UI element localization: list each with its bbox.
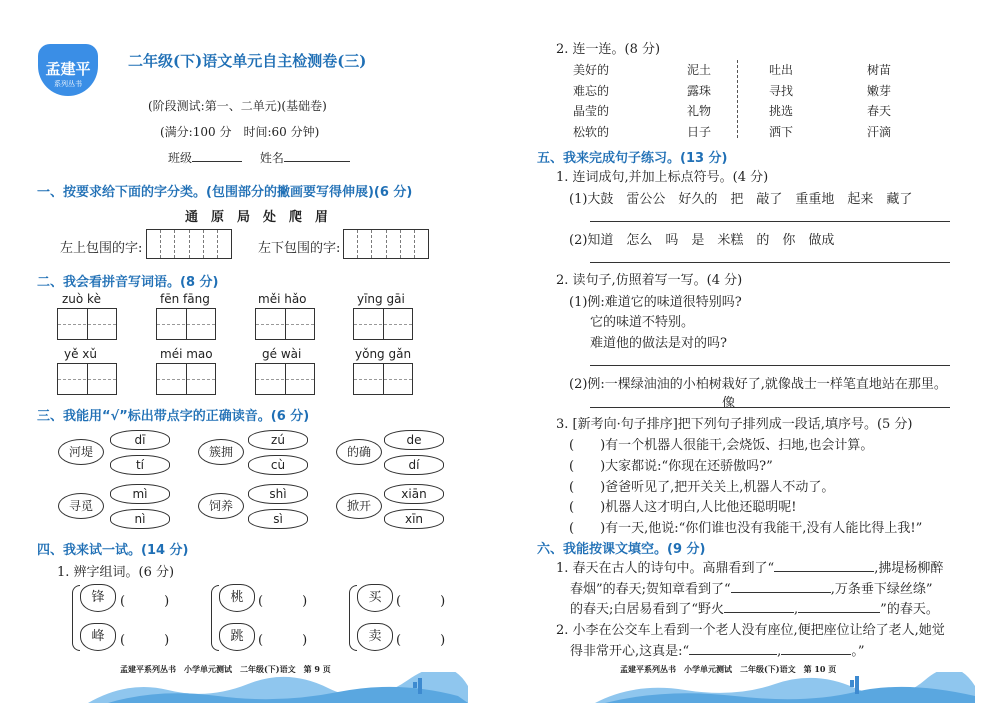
s6-line-3 xyxy=(570,598,939,617)
connect-word[interactable]: 寻找 xyxy=(769,83,794,98)
pinyin-label: yǒng gǎn xyxy=(355,347,412,361)
connect-word[interactable]: 松软的 xyxy=(573,124,610,139)
char-badge: 跳 xyxy=(219,623,255,651)
answer-line[interactable] xyxy=(590,262,950,263)
answer-box[interactable] xyxy=(57,363,117,395)
connect-word[interactable]: 嫩芽 xyxy=(867,83,892,98)
word-oval: 簇拥 xyxy=(198,439,244,465)
reading-option[interactable]: dí xyxy=(384,455,444,475)
s5-q2a3: 难道他的做法是对的吗? xyxy=(590,336,727,351)
section-5-heading: 五、我来完成句子练习。(13 分) xyxy=(537,151,728,166)
s5-q2a2: 它的味道不特别。 xyxy=(590,315,695,330)
word-oval: 饲养 xyxy=(198,493,244,519)
reading-option[interactable]: zú xyxy=(248,430,308,450)
pinyin-label: yě xǔ xyxy=(64,347,98,361)
connect-col-2 xyxy=(687,60,711,142)
connect-word[interactable]: 晶莹的 xyxy=(573,104,610,118)
fill-blank[interactable] xyxy=(731,592,831,593)
reading-option[interactable]: cù xyxy=(248,455,308,475)
char-badge: 买 xyxy=(357,584,393,612)
s5-q2: 2. 读句子,仿照着写一写。(4 分) xyxy=(556,273,743,288)
left-bottom-label: 左下包围的字: xyxy=(258,241,341,256)
order-item[interactable]: ( )机器人这才明白,人比他还聪明呢! xyxy=(569,500,797,515)
connect-word[interactable]: 美好的 xyxy=(573,63,610,77)
brace xyxy=(349,585,357,651)
connect-word[interactable]: 日子 xyxy=(687,124,712,139)
pinyin-label: měi hǎo xyxy=(258,292,307,306)
s6-text: 春烟”的春天;贺知章看到了“ xyxy=(570,582,731,597)
answer-box[interactable] xyxy=(353,363,413,395)
word-blank[interactable]: ( ) xyxy=(258,594,308,609)
connect-word[interactable]: 泥土 xyxy=(687,63,712,77)
connect-word[interactable]: 吐出 xyxy=(769,63,794,77)
answer-box[interactable] xyxy=(353,308,413,340)
brace xyxy=(211,585,219,651)
left-top-label: 左上包围的字: xyxy=(60,241,143,256)
s6-line-5 xyxy=(570,640,864,659)
connect-col-3 xyxy=(769,60,793,142)
word-blank[interactable]: ( ) xyxy=(120,633,170,648)
answer-box[interactable] xyxy=(156,363,216,395)
page-title: 二年级(下)语文单元自主检测卷(三) xyxy=(128,52,367,70)
s6-text: ,拂堤杨柳醉 xyxy=(874,561,944,576)
left-bottom-grid[interactable] xyxy=(343,229,429,259)
s5-q2b: (2)例:一棵绿油油的小柏树栽好了,就像战士一样笔直地站在那里。 xyxy=(569,377,947,392)
s5-q1b: (2)知道 怎么 吗 是 米糕 的 你 做成 xyxy=(569,233,835,248)
connect-word[interactable]: 难忘的 xyxy=(573,83,610,98)
section-1-chars: 通 原 局 处 爬 眉 xyxy=(185,210,329,225)
order-item[interactable]: ( )爸爸听见了,把开关关上,机器人不动了。 xyxy=(569,480,835,495)
order-item[interactable]: ( )大家都说:“你现在还骄傲吗?” xyxy=(569,459,773,474)
reading-option[interactable]: tí xyxy=(110,455,170,475)
connect-word[interactable]: 露珠 xyxy=(687,83,712,98)
char-badge: 桃 xyxy=(219,584,255,612)
reading-option[interactable]: dī xyxy=(110,430,170,450)
reading-option[interactable]: xīn xyxy=(384,509,444,529)
word-blank[interactable]: ( ) xyxy=(258,633,308,648)
s5-q2a1: (1)例:难道它的味道很特别吗? xyxy=(569,295,742,310)
s6-text: ,万条垂下绿丝绦” xyxy=(830,582,933,597)
connect-word[interactable]: 春天 xyxy=(867,104,892,118)
section-3-heading: 三、我能用“√”标出带点字的正确读音。(6 分) xyxy=(37,409,310,424)
word-oval: 掀开 xyxy=(336,493,382,519)
s6-text: 。” xyxy=(851,644,865,659)
connect-word[interactable]: 汗滴 xyxy=(867,124,892,139)
word-blank[interactable]: ( ) xyxy=(396,594,446,609)
pinyin-label: méi mao xyxy=(160,347,213,361)
s6-text: 得非常开心,这真是:“ xyxy=(570,644,690,659)
s6-line-4: 2. 小李在公交车上看到一个老人没有座位,便把座位让给了老人,她觉 xyxy=(556,623,945,638)
divider xyxy=(737,60,738,138)
section-6-heading: 六、我能按课文填空。(9 分) xyxy=(537,542,706,557)
class-label: 班级 xyxy=(168,151,193,165)
answer-box[interactable] xyxy=(156,308,216,340)
answer-line[interactable] xyxy=(590,221,950,222)
answer-line[interactable] xyxy=(590,365,950,366)
word-oval: 的确 xyxy=(336,439,382,465)
section-4-sub1: 1. 辨字组词。(6 分) xyxy=(57,565,175,580)
s6-line-1 xyxy=(556,557,943,576)
q2-connect-label: 2. 连一连。(8 分) xyxy=(556,42,661,57)
s6-text: , xyxy=(777,644,782,659)
connect-col-4 xyxy=(867,60,891,142)
footer-text: 孟建平系列丛书 小学单元测试 二年级(下)语文 第 9 页 xyxy=(120,664,331,674)
word-blank[interactable]: ( ) xyxy=(396,633,446,648)
s5-q1: 1. 连词成句,并加上标点符号。(4 分) xyxy=(556,170,769,185)
answer-box[interactable] xyxy=(57,308,117,340)
pinyin-label: gé wài xyxy=(262,347,302,361)
answer-box[interactable] xyxy=(255,363,315,395)
s6-line-2 xyxy=(570,578,932,597)
s5-q3: 3. [新考向·句子排序]把下列句子排列成一段话,填序号。(5 分) xyxy=(556,417,913,432)
footer-landscape xyxy=(595,672,975,703)
answer-box[interactable] xyxy=(255,308,315,340)
reading-option[interactable]: nì xyxy=(110,509,170,529)
section-2-heading: 二、我会看拼音写词语。(8 分) xyxy=(37,275,219,290)
fill-blank[interactable] xyxy=(724,612,794,613)
class-name-row xyxy=(168,149,350,166)
char-badge: 峰 xyxy=(80,623,116,651)
s5-q2b-like: 像 xyxy=(722,396,736,411)
word-oval: 河堤 xyxy=(58,439,104,465)
pinyin-label: zuò kè xyxy=(62,292,101,306)
logo-subtext: 系列丛书 xyxy=(54,80,82,88)
footer-text: 孟建平系列丛书 小学单元测试 二年级(下)语文 第 10 页 xyxy=(620,664,837,674)
order-item[interactable]: ( )有一个机器人很能干,会烧饭、扫地,也会计算。 xyxy=(569,438,874,453)
word-blank[interactable]: ( ) xyxy=(120,594,170,609)
section-4-heading: 四、我来试一试。(14 分) xyxy=(37,543,189,558)
reading-option[interactable]: de xyxy=(384,430,444,450)
subtitle: (阶段测试:第一、二单元)(基础卷) xyxy=(148,99,327,113)
reading-option[interactable]: mì xyxy=(110,484,170,504)
connect-word[interactable]: 洒下 xyxy=(769,124,794,139)
fill-blank[interactable] xyxy=(798,612,880,613)
reading-option[interactable]: sì xyxy=(248,509,308,529)
reading-option[interactable]: shì xyxy=(248,484,308,504)
char-badge: 锋 xyxy=(80,584,116,612)
connect-word[interactable]: 树苗 xyxy=(867,63,892,77)
char-badge: 卖 xyxy=(357,623,393,651)
connect-word[interactable]: 挑选 xyxy=(769,104,794,118)
word-oval: 寻觅 xyxy=(58,493,104,519)
s6-text: 的春天;白居易看到了“野火 xyxy=(570,602,725,617)
s6-text: , xyxy=(794,602,799,617)
section-1-heading: 一、按要求给下面的字分类。(包围部分的撇画要写得伸展)(6 分) xyxy=(37,185,413,200)
brace xyxy=(72,585,80,651)
logo xyxy=(38,44,98,96)
reading-option[interactable]: xiān xyxy=(384,484,444,504)
connect-word[interactable]: 礼物 xyxy=(687,104,712,118)
s6-text: 1. 春天在古人的诗句中。高鼎看到了“ xyxy=(556,561,775,576)
score-time: (满分:100 分 时间:60 分钟) xyxy=(160,125,320,139)
fill-blank[interactable] xyxy=(689,654,777,655)
class-field[interactable] xyxy=(192,161,242,162)
name-label: 姓名 xyxy=(259,151,284,165)
left-top-grid[interactable] xyxy=(146,229,232,259)
s6-text: ”的春天。 xyxy=(880,602,939,617)
s5-q1a: (1)大鼓 雷公公 好久的 把 敲了 重重地 起来 藏了 xyxy=(569,192,913,207)
footer-landscape xyxy=(88,672,468,703)
connect-col-1 xyxy=(573,60,609,142)
name-field[interactable] xyxy=(284,161,350,162)
fill-blank[interactable] xyxy=(774,571,874,572)
order-item[interactable]: ( )有一天,他说:“你们谁也没有我能干,没有人能比得上我!” xyxy=(569,521,923,536)
answer-line[interactable] xyxy=(590,407,950,408)
logo-text: 孟建平 xyxy=(45,60,91,78)
fill-blank[interactable] xyxy=(781,654,851,655)
pinyin-label: fēn fāng xyxy=(160,292,210,306)
pinyin-label: yīng gāi xyxy=(357,292,405,306)
